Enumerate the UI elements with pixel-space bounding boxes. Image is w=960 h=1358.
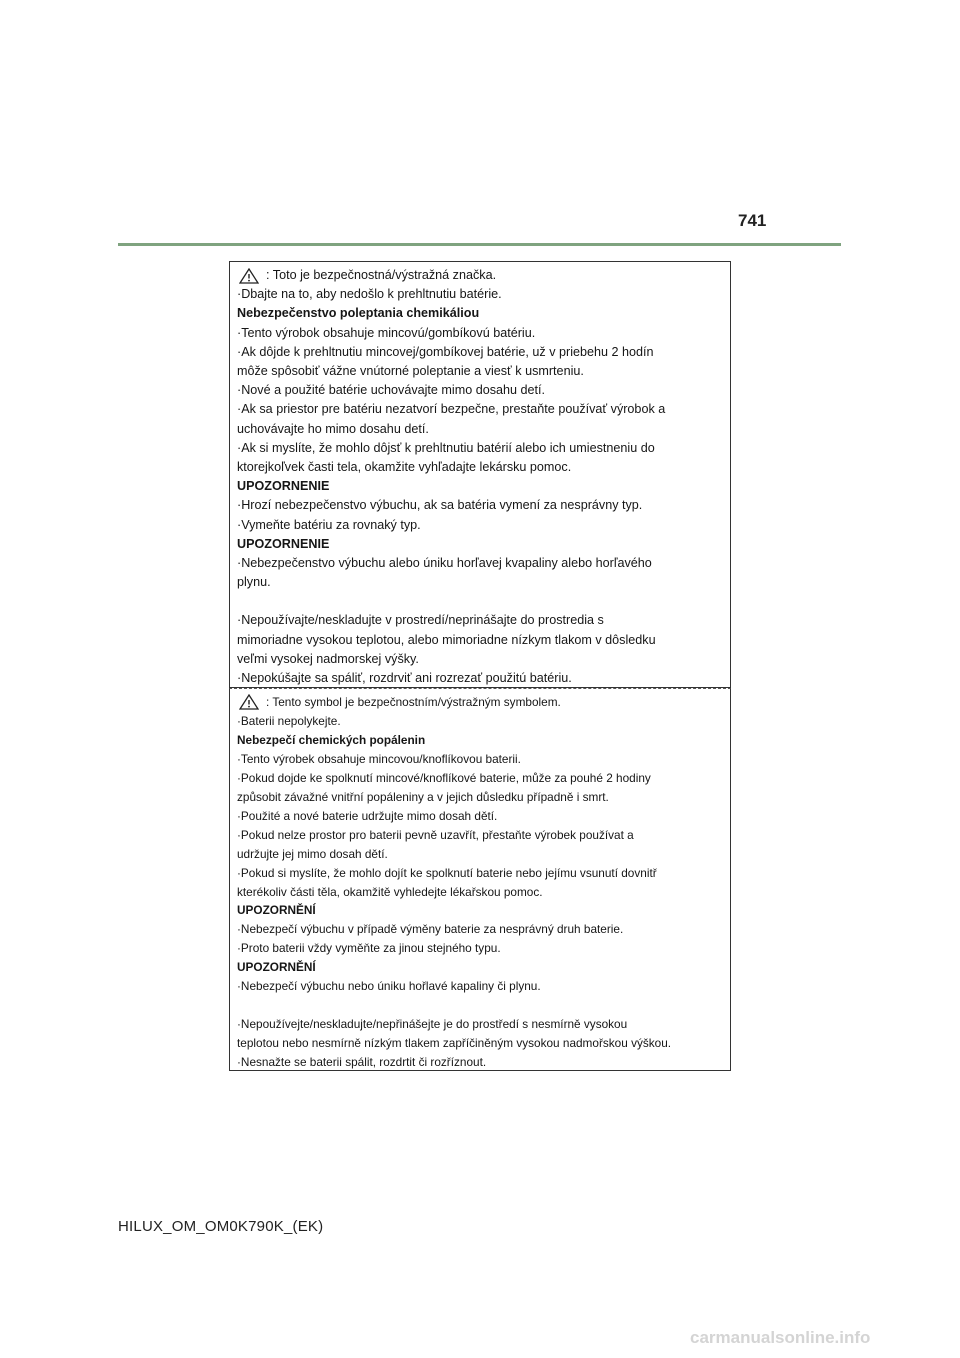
watermark: carmanualsonline.info bbox=[690, 1328, 871, 1347]
text-line: ·Nebezpečí výbuchu v případě výměny baterie za nesprávný druh baterie. bbox=[237, 922, 624, 937]
text-line: udržujte jej mimo dosah dětí. bbox=[237, 846, 388, 861]
text-line: môže spôsobiť vážne vnútorné poleptanie a viesť k usmrteniu. bbox=[237, 364, 584, 379]
text-line: ·Dbajte na to, aby nedošlo k prehltnutiu batérie. bbox=[237, 287, 502, 302]
warning-symbol-line bbox=[237, 266, 722, 285]
section-heading: UPOZORNENIE bbox=[237, 479, 330, 494]
text-line: ·Hrozí nebezpečenstvo výbuchu, ak sa batéria vymení za nesprávny typ. bbox=[237, 498, 643, 513]
text-line: ·Použité a nové baterie udržujte mimo dosah dětí. bbox=[237, 808, 498, 823]
warning-label-czech bbox=[229, 688, 731, 1071]
warning-triangle-icon bbox=[239, 694, 259, 710]
blank-line bbox=[237, 996, 722, 1015]
warning-symbol-text: : Tento symbol je bezpečnostním/výstražným symbolem. bbox=[266, 695, 561, 709]
text-line: ·Nepokúšajte sa spáliť, rozdrviť ani rozrezať použitú batériu. bbox=[237, 671, 572, 686]
text-line: ·Nebezpečí výbuchu nebo úniku hořlavé kapaliny či plynu. bbox=[237, 979, 541, 994]
text-line: ·Nesnažte se baterii spálit, rozdrtit či rozříznout. bbox=[237, 1055, 487, 1070]
text-line: ·Pokud si myslíte, že mohlo dojít ke spolknutí baterie nebo jejímu vsunutí dovnitř bbox=[237, 865, 657, 880]
text-line: ·Proto baterii vždy vyměňte za jinou stejného typu. bbox=[237, 941, 501, 956]
text-line: ·Nepoužívejte/neskladujte/nepřinášejte je do prostředí s nesmírně vysokou bbox=[237, 1017, 628, 1032]
section-heading: Nebezpečí chemických popálenin bbox=[237, 732, 426, 747]
text-line: ·Ak sa priestor pre batériu nezatvorí bezpečne, prestaňte používať výrobok a bbox=[237, 402, 666, 417]
blank-line bbox=[237, 592, 722, 611]
header-rule bbox=[118, 243, 841, 246]
text-line: veľmi vysokej nadmorskej výšky. bbox=[237, 651, 419, 666]
text-line: ·Ak dôjde k prehltnutiu mincovej/gombíkovej batérie, už v priebehu 2 hodín bbox=[237, 344, 654, 359]
warning-label-slovak bbox=[229, 261, 731, 688]
text-line: ·Nebezpečenstvo výbuchu alebo úniku horľavej kvapaliny alebo horľavého bbox=[237, 556, 652, 571]
warning-symbol-text: : Toto je bezpečnostná/výstražná značka. bbox=[266, 268, 497, 282]
text-line: plynu. bbox=[237, 575, 271, 590]
text-line: ktorejkoľvek časti tela, okamžite vyhľadajte lekársku pomoc. bbox=[237, 460, 572, 475]
text-line: ·Pokud nelze prostor pro baterii pevně uzavřít, přestaňte výrobek používat a bbox=[237, 827, 634, 842]
section-heading: Nebezpečenstvo poleptania chemikáliou bbox=[237, 306, 480, 321]
label-text-lines bbox=[237, 285, 722, 688]
text-line: ·Ak si myslíte, že mohlo dôjsť k prehltnutiu batérií alebo ich umiestneniu do bbox=[237, 440, 655, 455]
text-line: ·Tento výrobok obsahuje mincovú/gombíkovú batériu. bbox=[237, 325, 536, 340]
text-line: ·Nepoužívajte/neskladujte v prostredí/neprinášajte do prostredia s bbox=[237, 613, 604, 628]
warning-symbol-line bbox=[237, 693, 722, 712]
section-heading: UPOZORNĚNÍ bbox=[237, 960, 316, 975]
document-code: HILUX_OM_OM0K790K_(EK) bbox=[118, 1218, 324, 1235]
page-number: 741 bbox=[738, 211, 767, 230]
text-line: ·Tento výrobek obsahuje mincovou/knoflíkovou baterii. bbox=[237, 751, 521, 766]
text-line: teplotou nebo nesmírně nízkým tlakem zapříčiněným vysokou nadmořskou výškou. bbox=[237, 1036, 672, 1051]
text-line: kterékoliv části těla, okamžitě vyhledejte lékařskou pomoc. bbox=[237, 884, 543, 899]
text-line: ·Nové a použité batérie uchovávajte mimo dosahu detí. bbox=[237, 383, 546, 398]
section-heading: UPOZORNĚNÍ bbox=[237, 903, 316, 918]
text-line: ·Pokud dojde ke spolknutí mincové/knoflíkové baterie, může za pouhé 2 hodiny bbox=[237, 770, 651, 785]
text-line: ·Baterii nepolykejte. bbox=[237, 713, 341, 728]
text-line: mimoriadne vysokou teplotou, alebo mimoriadne nízkym tlakom v dôsledku bbox=[237, 632, 656, 647]
text-line: způsobit závažné vnitřní popáleniny a v jejich důsledku případně i smrt. bbox=[237, 789, 609, 804]
label-text-lines bbox=[237, 712, 722, 1072]
text-line: uchovávajte ho mimo dosahu detí. bbox=[237, 421, 429, 436]
text-line: ·Vymeňte batériu za rovnaký typ. bbox=[237, 517, 421, 532]
warning-triangle-icon bbox=[239, 268, 259, 284]
section-heading: UPOZORNENIE bbox=[237, 536, 330, 551]
